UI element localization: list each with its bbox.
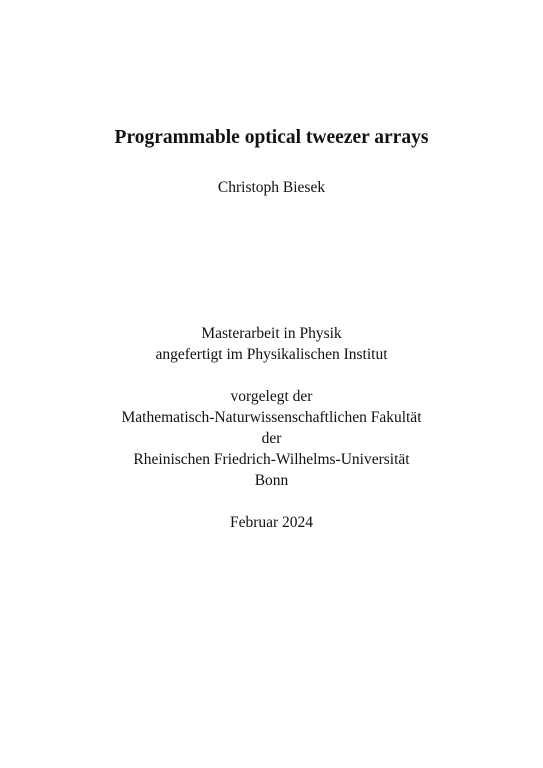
thesis-title: Programmable optical tweezer arrays [114, 127, 429, 148]
institute-line: angefertigt im Physikalischen Institut [155, 346, 388, 363]
faculty-name: Mathematisch-Naturwissenschaftlichen Fakultät [121, 409, 422, 426]
author-name: Christoph Biesek [217, 179, 326, 196]
city-name: Bonn [254, 472, 289, 489]
submitted-to-line: vorgelegt der [230, 388, 313, 405]
der-line: der [261, 430, 282, 447]
submission-date: Februar 2024 [229, 514, 314, 531]
thesis-type: Masterarbeit in Physik [201, 325, 342, 342]
university-name: Rheinischen Friedrich-Wilhelms-Universität [133, 451, 410, 468]
